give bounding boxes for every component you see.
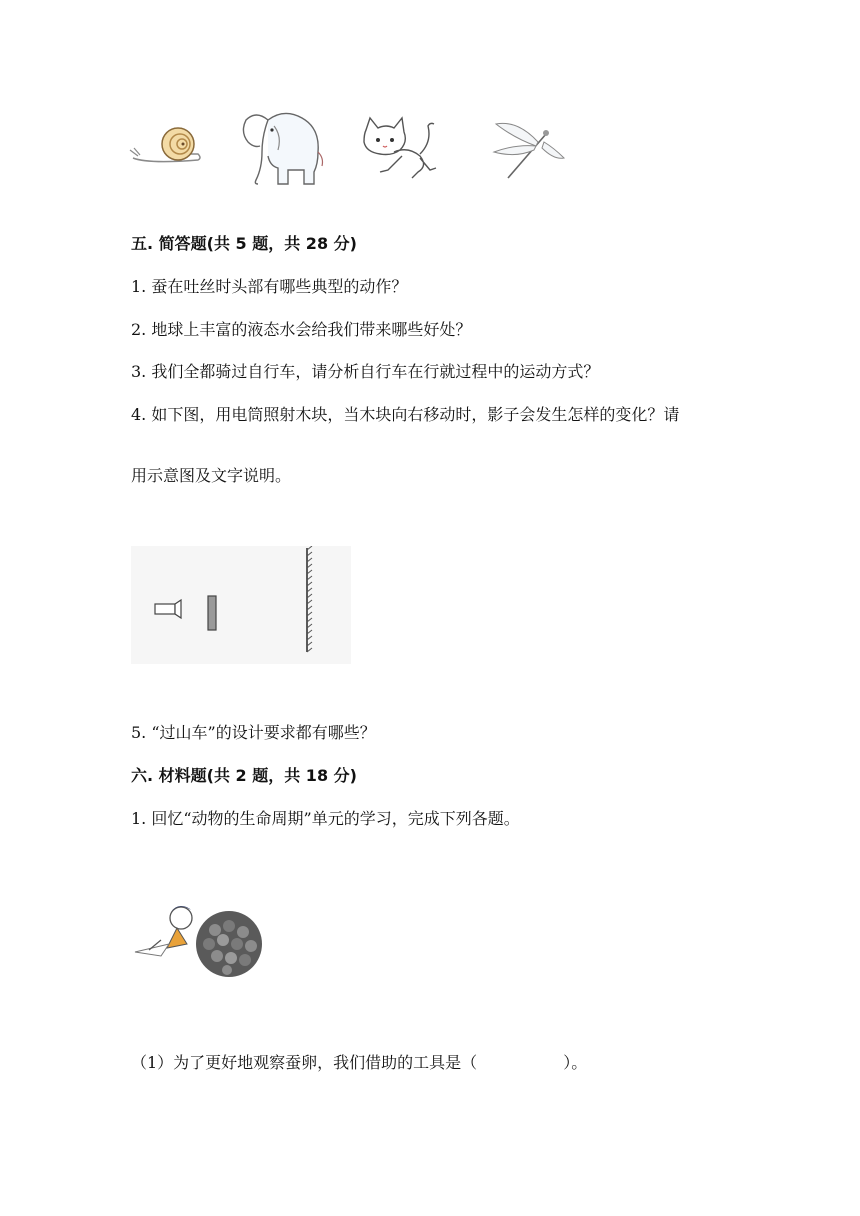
wooden-block <box>208 596 216 630</box>
section5-heading: 五. 简答题(共 5 题，共 28 分) <box>131 234 357 253</box>
snail-image <box>128 120 208 170</box>
subquestion-1-text-after: ）。 <box>563 1053 588 1072</box>
section5-question-5: 5. “过山车”的设计要求都有哪些？ <box>131 723 376 742</box>
child-figure <box>135 906 192 956</box>
section5-question-2: 2. 地球上丰富的液态水会给我们带来哪些好处？ <box>131 320 472 339</box>
dragonfly-image <box>488 118 568 184</box>
flashlight-shadow-diagram <box>131 546 351 664</box>
elephant-image <box>238 106 328 188</box>
section5-question-3: 3. 我们全都骑过自行车，请分析自行车在行就过程中的运动方式？ <box>131 362 600 381</box>
section6-question-1: 1. 回忆“动物的生命周期”单元的学习，完成下列各题。 <box>131 809 520 828</box>
child-observing-eggs-image <box>131 900 265 980</box>
silkworm-eggs-magnified <box>196 911 262 977</box>
subquestion-1-text-before: （1）为了更好地观察蚕卵，我们借助的工具是（ <box>131 1053 478 1072</box>
section5-question-1: 1. 蚕在吐丝时头部有哪些典型的动作？ <box>131 277 408 296</box>
section6-heading: 六. 材料题(共 2 题，共 18 分) <box>131 766 357 785</box>
section5-question-4-line1: 4. 如下图，用电筒照射木块，当木块向右移动时，影子会发生怎样的变化？请 <box>131 405 680 424</box>
section5-question-4-line2: 用示意图及文字说明。 <box>131 466 292 485</box>
section6-subquestion-1 <box>131 1053 587 1073</box>
cat-image <box>358 116 444 182</box>
